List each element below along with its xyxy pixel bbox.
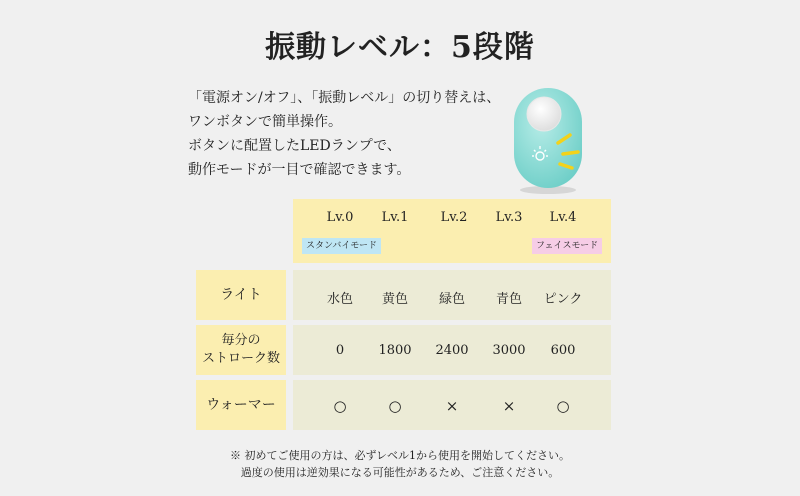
table-cell: 1800 (378, 343, 412, 358)
table-cell: 0 (335, 343, 345, 358)
standby-mode-badge: スタンバイモード (302, 238, 381, 254)
row-header-light (196, 270, 286, 320)
device-button (527, 97, 561, 131)
table-cell: 緑色 (438, 292, 465, 307)
table-cell: 2400 (435, 343, 469, 358)
description-line: ワンボタンで簡単操作。 (188, 114, 342, 130)
description-line: ボタンに配置したLEDランプで、 (188, 138, 401, 154)
row-header-warmer (196, 380, 286, 430)
table-cell: ○ (388, 397, 402, 415)
table-cell: ピンク (543, 292, 583, 307)
level-label: Lv.3 (495, 210, 523, 225)
table-cell: 青色 (495, 292, 522, 307)
description-line: 「電源オン/オフ」、「振動レベル」の切り替えは、 (188, 90, 501, 106)
level-label: Lv.4 (549, 210, 577, 225)
table-cell: × (445, 397, 459, 415)
level-label: Lv.0 (326, 210, 354, 225)
row-label: ライト (220, 287, 262, 303)
face-mode-badge: フェイスモード (532, 238, 602, 254)
description-line: 動作モードが一目で確認できます。 (188, 162, 411, 178)
row-label: 毎分の (221, 333, 261, 348)
description (188, 86, 518, 182)
table-cell: 600 (550, 343, 576, 358)
page-title: 振動レベル：5段階 (265, 30, 535, 65)
device-illustration (508, 80, 598, 195)
row-header-strokes (196, 325, 286, 375)
level-label: Lv.1 (381, 210, 409, 225)
table-cell: 水色 (326, 292, 353, 307)
table-cell: ○ (556, 397, 570, 415)
row-label: ストローク数 (201, 351, 280, 366)
level-label: Lv.2 (440, 210, 468, 225)
caution-note: 過度の使用は逆効果になる可能性があるため、ご注意ください。 (240, 466, 560, 479)
caution-note: ※ 初めてご使用の方は、必ずレベル1から使用を開始してください。 (229, 449, 571, 462)
row-label: ウォーマー (206, 397, 276, 413)
table-cell: × (502, 397, 516, 415)
table-cell: ○ (333, 397, 347, 415)
table-cell: 3000 (492, 343, 526, 358)
table-cell: 黄色 (381, 292, 408, 307)
